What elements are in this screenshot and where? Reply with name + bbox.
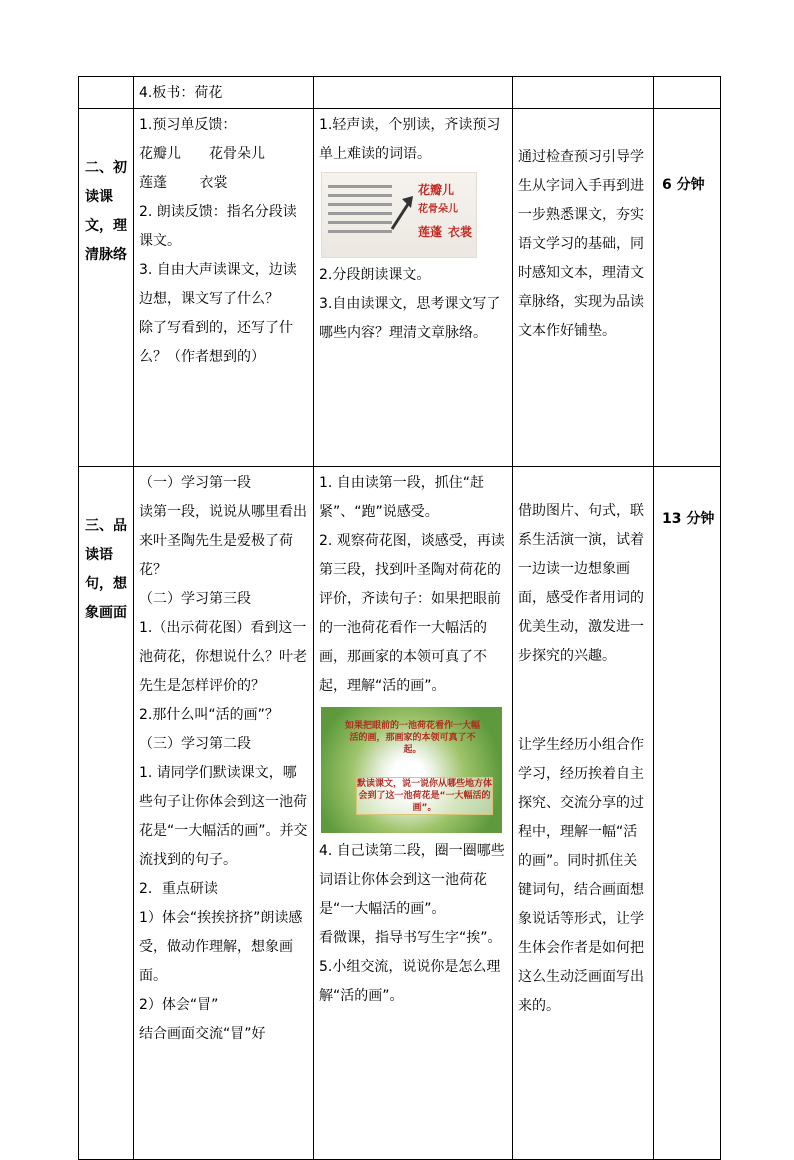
text-line: 4. 自己读第二段，圈一圈哪些词语让你体会到这一池荷花是“一大幅活的画”。 (319, 843, 505, 917)
teacher-cell (134, 77, 314, 109)
text-line: （三）学习第二段 (139, 736, 251, 752)
slide-word: 莲蓬 (418, 225, 443, 239)
lotus-slide-image (321, 707, 502, 833)
blackboard-text: 4.板书：荷花 (139, 85, 223, 101)
slide-caption: 默读课文，说一说你从哪些地方体会到了这一池荷花是“一大幅活的画”。 (357, 779, 493, 813)
text-line: 1.（出示荷花图）看到这一池荷花，你想说什么？叶老先生是怎样评价的？ (139, 620, 307, 694)
text-line: 1.预习单反馈： (139, 117, 237, 133)
text-line: 莲蓬 衣裳 (139, 175, 228, 191)
text-line: 看微课，指导书写生字“挨”。 (319, 930, 502, 946)
design-intent (513, 467, 654, 1160)
text-line: 借助图片、句式，联系生活演一演，试着一边读一边想象画面，感受作者用词的优美生动，激发进一步探究的兴趣。 (518, 503, 644, 664)
text-line: 1. 请同学们默读课文，哪些句子让你体会到这一池荷花是“一大幅活的画”。并交流找到的句子。 (139, 765, 308, 868)
text-line: 让学生经历小组合作学习，经历挨着自主探究、交流分享的过程中，理解一幅“活的画”。同时抓住关键词句，结合画面想象说话等形式，让学生体会作者是如何把这么生动泛画面写出来的。 (518, 737, 644, 1014)
stage-cell (79, 77, 134, 109)
text-line: 花瓣儿 花骨朵儿 (139, 146, 265, 162)
duration: 6 分钟 (654, 109, 721, 467)
time-cell (654, 77, 721, 109)
design-intent (513, 109, 654, 467)
text-line: 结合画面交流“冒”好 (139, 1026, 266, 1042)
text-line: 1.轻声读，个别读，齐读预习单上难读的词语。 (319, 117, 501, 162)
text-line: 2.分段朗读课文。 (319, 267, 431, 283)
student-cell (314, 77, 513, 109)
duration: 13 分钟 (654, 467, 721, 1160)
text-line: 3.自由读课文，思考课文写了哪些内容？理清文章脉络。 (319, 296, 501, 341)
worksheet-picture (328, 179, 392, 251)
lesson-plan-table (78, 76, 721, 1160)
text-line: 5.小组交流，说说你是怎么理解“活的画”。 (319, 959, 501, 1004)
table-row (79, 109, 721, 467)
text-line: 2. 观察荷花图，谈感受，再读第三段，找到叶圣陶对荷花的评价，齐读句子：如果把眼前的一池荷花看作一大幅活的画，那画家的本领可真了不起，理解“活的画”。 (319, 533, 505, 694)
slide-word: 衣裳 (448, 225, 473, 239)
slide-word: 花骨朵儿 (418, 204, 458, 215)
table-row (79, 77, 721, 109)
student-activity (314, 467, 513, 1160)
arrow-icon (388, 193, 416, 233)
text-line: 3. 自由大声读课文，边读边想，课文写了什么？ (139, 262, 297, 307)
text-line: 1. 自由读第一段，抓住“赶紧”、“跑”说感受。 (319, 475, 485, 520)
stage-title: 三、品读语句，想象画面 (79, 467, 134, 1160)
text-line: 除了写看到的，还写了什么？（作者想到的） (139, 320, 293, 365)
text-line: （二）学习第三段 (139, 591, 251, 607)
text-line: 通过检查预习引导学生从字词入手再到进一步熟悉课文，夯实语文学习的基础，同时感知文本，理清文章脉络，实现为品读文本作好铺垫。 (518, 149, 644, 339)
text-line: 1）体会“挨挨挤挤”朗读感受，做动作理解，想象画面。 (139, 910, 303, 984)
text-line: 读第一段，说说从哪里看出来叶圣陶先生是爱极了荷花？ (139, 504, 307, 578)
text-line: 2.那什么叫“活的画”？ (139, 707, 279, 723)
slide-caption: 如果把眼前的一池荷花看作一大幅活的画，那画家的本领可真了不起。 (345, 721, 481, 755)
slide-word: 花瓣儿 (418, 183, 455, 197)
stage-title: 二、初读课文，理清脉络 (79, 109, 134, 467)
text-line: 2. 朗读反馈：指名分段读课文。 (139, 204, 297, 249)
text-line: 2．重点研读 (139, 881, 218, 897)
text-line: 2）体会“冒” (139, 997, 219, 1013)
student-activity (314, 109, 513, 467)
table-row (79, 467, 721, 1160)
preview-slide-image (321, 172, 477, 258)
teacher-activity (134, 467, 314, 1160)
intent-cell (513, 77, 654, 109)
text-line: （一）学习第一段 (139, 475, 251, 491)
teacher-activity (134, 109, 314, 467)
